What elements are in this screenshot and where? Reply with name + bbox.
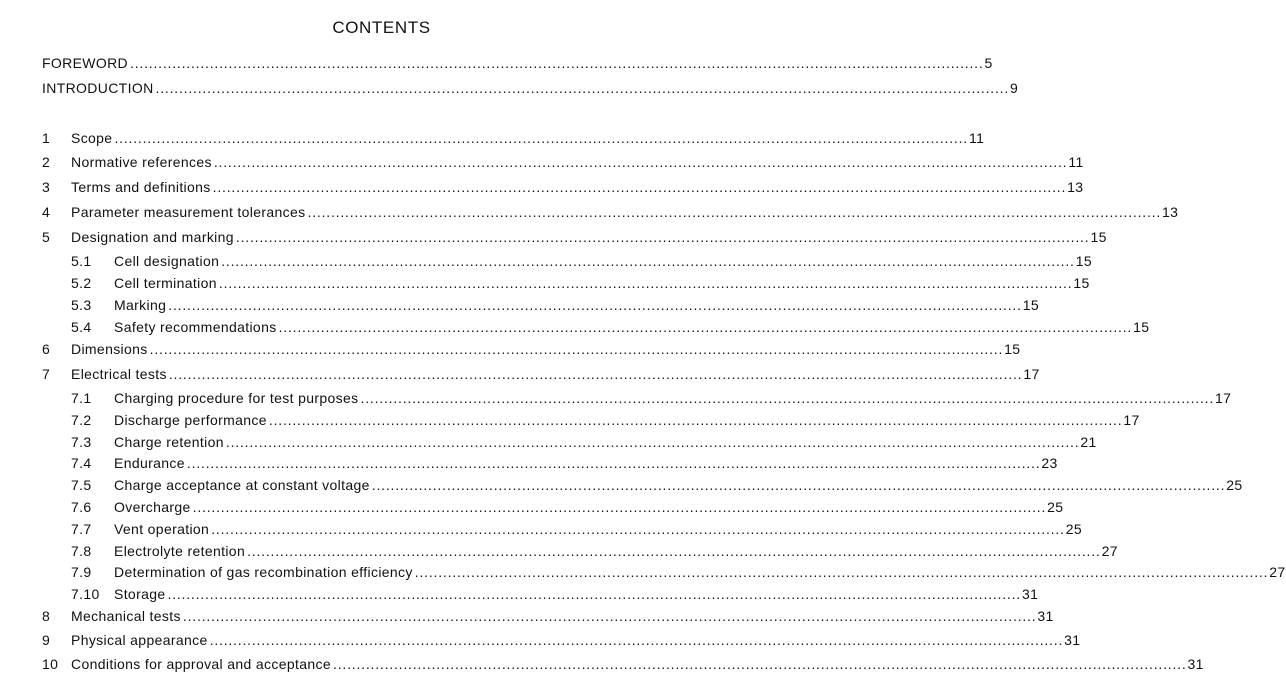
toc-entry-label: Overcharge [114, 499, 191, 515]
toc-entry-label: Charge acceptance at constant voltage [114, 477, 370, 493]
dot-leader: ...................................................................................................................................................................................... [186, 455, 1041, 471]
toc-entry[interactable] [0, 655, 1204, 673]
toc-subentry[interactable] [0, 296, 1040, 314]
toc-entry-label: Determination of gas recombination efficiency [114, 564, 413, 580]
toc-section-number: 5 [42, 229, 51, 245]
toc-entry[interactable] [0, 129, 985, 147]
toc-entry[interactable] [0, 365, 1040, 383]
dot-leader: ...................................................................................................................................................................................... [221, 253, 1075, 269]
toc-entry-label: Designation and marking [71, 229, 234, 245]
toc-section-number: 8 [42, 608, 51, 624]
toc-page-number: 17 [1023, 366, 1040, 382]
dot-leader: ...................................................................................................................................................................................... [149, 341, 1004, 357]
toc-entry-label: Electrical tests [71, 366, 167, 382]
dot-leader: ...................................................................................................................................................................................... [333, 656, 1187, 672]
toc-page-number: 31 [1037, 608, 1054, 624]
dot-leader: ...................................................................................................................................................................................... [268, 412, 1123, 428]
dot-leader: ...................................................................................................................................................................................... [167, 586, 1021, 602]
toc-subentry[interactable] [0, 433, 1097, 451]
toc-page-number: 27 [1269, 564, 1286, 580]
toc-page-number: 13 [1067, 179, 1084, 195]
toc-entry-label: Cell designation [114, 253, 220, 269]
toc-page-number: 11 [1068, 154, 1084, 170]
toc-subentry[interactable] [0, 476, 1243, 494]
toc-section-number: 9 [42, 632, 51, 648]
toc-entry-label: Mechanical tests [71, 608, 181, 624]
toc-entry-label: Vent operation [114, 521, 210, 537]
toc-page-number: 25 [1065, 521, 1082, 537]
toc-page-number: 5 [984, 55, 993, 71]
toc-section-number: 7.9 [71, 564, 92, 580]
toc-entry-introduction[interactable] [0, 79, 1019, 97]
toc-section-number: 7 [42, 366, 51, 382]
toc-entry-label: Storage [114, 586, 166, 602]
dot-leader: ...................................................................................................................................................................................... [130, 55, 984, 71]
toc-entry-label: Physical appearance [71, 632, 208, 648]
toc-subentry[interactable] [0, 411, 1140, 429]
toc-subentry[interactable] [0, 274, 1090, 292]
toc-page-number: 31 [1064, 632, 1081, 648]
dot-leader: ...................................................................................................................................................................................... [209, 632, 1064, 648]
toc-section-number: 7.1 [71, 390, 92, 406]
toc-subentry[interactable] [0, 454, 1058, 472]
dot-leader: ...................................................................................................................................................................................... [278, 319, 1133, 335]
toc-page-number: 9 [1010, 80, 1019, 96]
dot-leader: ...................................................................................................................................................................................... [168, 297, 1022, 313]
toc-section-number: 1 [42, 130, 51, 146]
toc-entry-label: Scope [71, 130, 113, 146]
toc-subentry[interactable] [0, 318, 1150, 336]
toc-entry-label: Safety recommendations [114, 319, 277, 335]
toc-page-number: 23 [1041, 455, 1058, 471]
toc-section-number: 3 [42, 179, 51, 195]
toc-entry-label: Cell termination [114, 275, 217, 291]
toc-entry-label: Dimensions [71, 341, 148, 357]
toc-subentry[interactable] [0, 252, 1093, 270]
toc-entry-label: Normative references [71, 154, 212, 170]
toc-entry[interactable] [0, 203, 1179, 221]
dot-leader: ...................................................................................................................................................................................... [371, 477, 1226, 493]
dot-leader: ...................................................................................................................................................................................... [213, 154, 1068, 170]
toc-page-number: 25 [1047, 499, 1064, 515]
toc-section-number: 6 [42, 341, 51, 357]
toc-section-number: 4 [42, 204, 51, 220]
toc-subentry[interactable] [0, 498, 1064, 516]
dot-leader: ...................................................................................................................................................................................... [414, 564, 1269, 580]
toc-subentry[interactable] [0, 389, 1232, 407]
toc-entry[interactable] [0, 153, 1084, 171]
toc-entry[interactable] [0, 178, 1084, 196]
toc-page-number: 13 [1162, 204, 1179, 220]
dot-leader: ...................................................................................................................................................................................... [225, 434, 1080, 450]
toc-page-number: 15 [1090, 229, 1107, 245]
toc-page-number: 31 [1187, 656, 1204, 672]
dot-leader: ...................................................................................................................................................................................... [307, 204, 1162, 220]
dot-leader: ...................................................................................................................................................................................... [247, 543, 1101, 559]
toc-entry-label: Discharge performance [114, 412, 267, 428]
toc-entry[interactable] [0, 340, 1021, 358]
dot-leader: ...................................................................................................................................................................................... [155, 80, 1010, 96]
toc-entry-label: Parameter measurement tolerances [71, 204, 306, 220]
toc-entry[interactable] [0, 607, 1054, 625]
dot-leader: ...................................................................................................................................................................................... [235, 229, 1090, 245]
dot-leader: ...................................................................................................................................................................................... [211, 521, 1065, 537]
dot-leader: ...................................................................................................................................................................................... [168, 366, 1023, 382]
dot-leader: ...................................................................................................................................................................................... [360, 390, 1215, 406]
toc-page-number: 17 [1123, 412, 1140, 428]
toc-page-number: 21 [1080, 434, 1097, 450]
dot-leader: ...................................................................................................................................................................................... [182, 608, 1037, 624]
toc-section-number: 5.2 [71, 275, 92, 291]
toc-section-number: 7.2 [71, 412, 92, 428]
toc-entry-label: Conditions for approval and acceptance [71, 656, 332, 672]
toc-page-number: 17 [1215, 390, 1232, 406]
toc-section-number: 7.10 [71, 586, 100, 602]
toc-section-number: 7.8 [71, 543, 92, 559]
toc-subentry[interactable] [0, 520, 1082, 538]
toc-page-number: 15 [1075, 253, 1093, 269]
dot-leader: ...................................................................................................................................................................................... [192, 499, 1047, 515]
toc-entry-label: Electrolyte retention [114, 543, 246, 559]
toc-section-number: 7.7 [71, 521, 92, 537]
toc-section-number: 7.6 [71, 499, 92, 515]
toc-entry-label: Marking [114, 297, 167, 313]
toc-entry-label: Endurance [114, 455, 185, 471]
toc-subentry[interactable] [0, 542, 1118, 560]
toc-page-number: 11 [968, 130, 985, 146]
toc-page-number: 15 [1022, 297, 1040, 313]
toc-section-number: 2 [42, 154, 51, 170]
toc-section-number: 5.4 [71, 319, 92, 335]
toc-section-number: 7.4 [71, 455, 92, 471]
page-title: CONTENTS [332, 18, 431, 37]
toc-page-number: 31 [1022, 586, 1039, 602]
toc-page-number: 15 [1004, 341, 1021, 357]
toc-entry-foreword[interactable] [0, 54, 993, 72]
dot-leader: ...................................................................................................................................................................................... [218, 275, 1073, 291]
toc-entry[interactable] [0, 228, 1107, 246]
toc-entry[interactable] [0, 631, 1081, 649]
toc-section-number: 10 [42, 656, 59, 672]
dot-leader: ...................................................................................................................................................................................... [114, 130, 968, 146]
toc-page-number: 15 [1133, 319, 1150, 335]
toc-section-number: 5.3 [71, 297, 92, 313]
toc-entry-label: INTRODUCTION [42, 80, 154, 96]
toc-subentry[interactable] [0, 585, 1039, 603]
toc-section-number: 7.5 [71, 477, 92, 493]
toc-entry-label: Terms and definitions [71, 179, 211, 195]
toc-page-number: 15 [1073, 275, 1090, 291]
toc-entry-label: Charge retention [114, 434, 224, 450]
toc-section-number: 5.1 [71, 253, 92, 269]
toc-page-number: 25 [1226, 477, 1243, 493]
toc-page-number: 27 [1101, 543, 1118, 559]
toc-subentry[interactable] [0, 563, 1286, 581]
dot-leader: ...................................................................................................................................................................................... [212, 179, 1067, 195]
toc-section-number: 7.3 [71, 434, 92, 450]
toc-entry-label: FOREWORD [42, 55, 129, 71]
toc-entry-label: Charging procedure for test purposes [114, 390, 359, 406]
